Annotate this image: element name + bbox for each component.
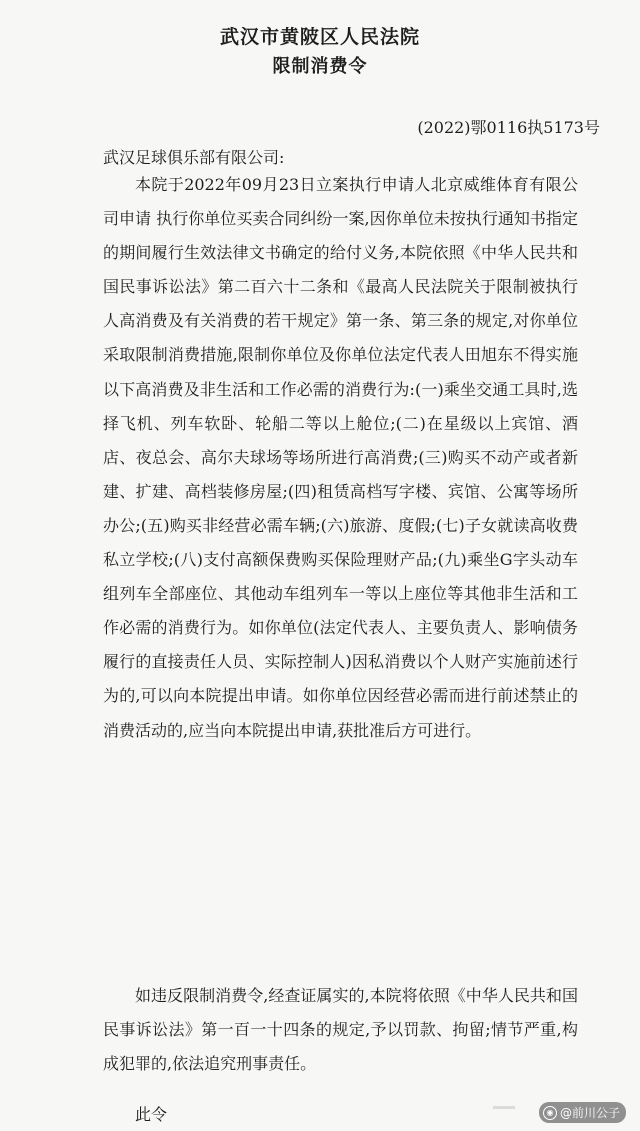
watermark	[539, 1102, 626, 1123]
closing-text: 此令	[135, 1105, 168, 1124]
faint-mark	[493, 1106, 515, 1109]
main-paragraph: 本院于2022年09月23日立案执行申请人北京威维体育有限公司申请 执行你单位买卖合同纠纷一案,因你单位未按执行通知书指定的期间履行生效法律文书确定的给付义务,本院依照《中华人民共和国民事诉讼法》第二百六十二条和《最高人民法院关于限制被执行人高消费及有关消费的若干规定》第一条、第三条的规定,对你单位采取限制消费措施,限制你单位及你单位法定代表人田旭东不得实施以下高消费及非生活和工作必需的消费行为:(一)乘坐交通工具时,选择飞机、列车软卧、轮船二等以上舱位;(二)在星级以上宾馆、酒店、夜总会、高尔夫球场等场所进行高消费;(三)购买不动产或者新建、扩建、高档装修房屋;(四)租赁高档写字楼、宾馆、公寓等场所办公;(五)购买非经营必需车辆;(六)旅游、度假;(七)子女就读高收费私立学校;(八)支付高额保费购买保险理财产品;(九)乘坐G字头动车组列车全部座位、其他动车组列车一等以上座位等其他非生活和工作必需的消费行为。如你单位(法定代表人、主要负责人、影响债务履行的直接责任人员、实际控制人)因私消费以个人财产实施前述行为的,可以向本院提出申请。如你单位因经营必需而进行前述禁止的消费活动的,应当向本院提出申请,获批准后方可进行。	[103, 175, 578, 740]
addressee: 武汉足球俱乐部有限公司:	[103, 148, 285, 167]
court-name: 武汉市黄陂区人民法院	[219, 26, 420, 48]
warning-paragraph: 如违反限制消费令,经查证属实的,本院将依照《中华人民共和国民事诉讼法》第一百一十四条的规定,予以罚款、拘留;情节严重,构成犯罪的,依法追究刑事责任。	[103, 986, 578, 1073]
weibo-icon: ◉	[543, 1106, 557, 1120]
case-number: (2022)鄂0116执5173号	[417, 118, 600, 137]
document-title: 限制消费令	[272, 56, 368, 77]
watermark-text: @前川公子	[559, 1106, 620, 1120]
